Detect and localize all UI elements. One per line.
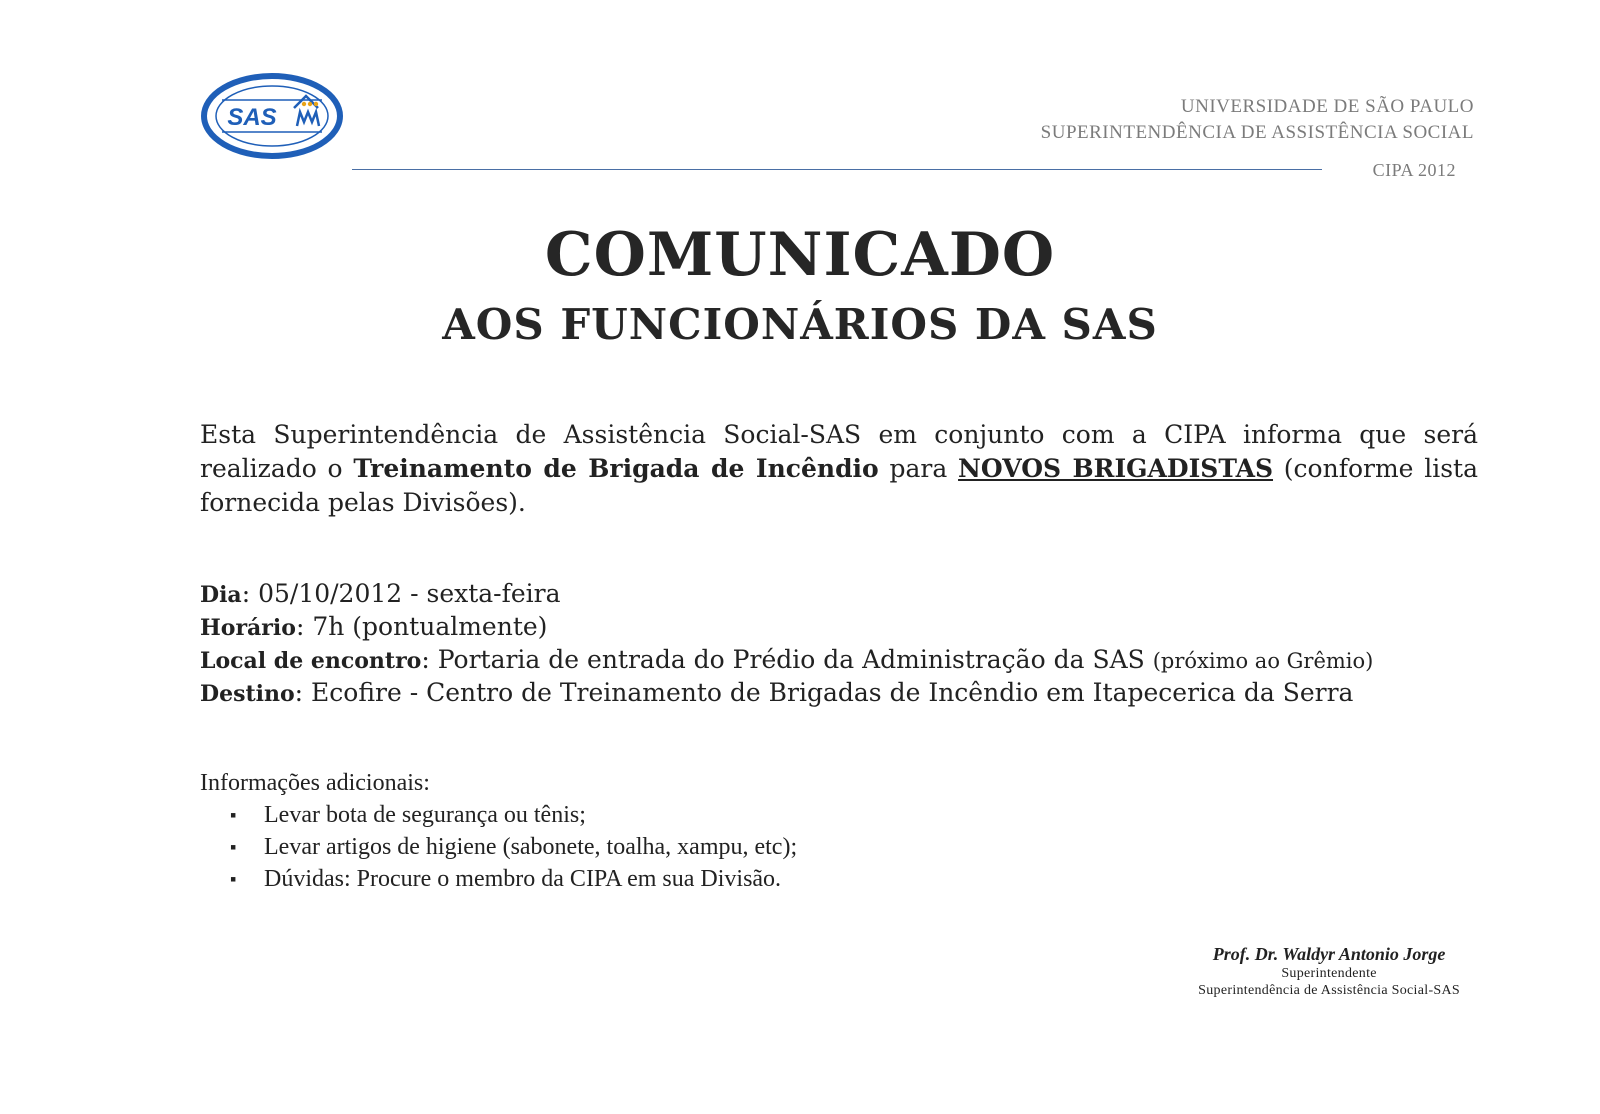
- cipa-label: CIPA 2012: [1372, 160, 1456, 180]
- document-title: COMUNICADO: [544, 220, 1056, 290]
- detail-value: 7h (pontualmente): [312, 612, 548, 641]
- intro-text-3: (conforme lista fornecida pelas Divisões).: [200, 454, 1478, 517]
- detail-label: Dia: [200, 582, 242, 608]
- info-heading: Informações adicionais:: [200, 770, 430, 796]
- signatory-org: Superintendência de Assistência Social-SAS: [1198, 983, 1460, 998]
- target-audience: NOVOS BRIGADISTAS: [958, 454, 1274, 483]
- detail-label: Local de encontro: [200, 648, 422, 674]
- bullet-icon: ▪: [230, 869, 237, 889]
- intro-text-1: Esta Superintendência de Assistência Social-SAS em conjunto com a CIPA informa que será realizado o: [200, 420, 1478, 483]
- list-item-text: Levar bota de segurança ou tênis;: [264, 802, 586, 828]
- list-item: [230, 799, 797, 831]
- institution-header: [1041, 94, 1474, 146]
- detail-note: (próximo ao Grêmio): [1152, 649, 1374, 673]
- info-list: [200, 799, 797, 895]
- intro-paragraph: [200, 418, 1478, 520]
- detail-label: Destino: [200, 681, 295, 707]
- bullet-icon: ▪: [230, 837, 237, 857]
- detail-value: Portaria de entrada do Prédio da Administração da SAS: [437, 645, 1145, 674]
- list-item-text: Levar artigos de higiene (sabonete, toalha, xampu, etc);: [264, 834, 798, 860]
- document-subtitle: AOS FUNCIONÁRIOS DA SAS: [442, 300, 1158, 349]
- institution-line-2: SUPERINTENDÊNCIA DE ASSISTÊNCIA SOCIAL: [1040, 122, 1474, 143]
- event-details: [200, 578, 1373, 710]
- detail-label: Horário: [200, 615, 296, 641]
- signatory-name: Prof. Dr. Waldyr Antonio Jorge: [1212, 944, 1446, 964]
- detail-row-meeting-point: Local de encontro: Portaria de entrada do Prédio da Administração da SAS (próximo ao Grêmio): [200, 645, 1374, 674]
- detail-row-time: Horário: 7h (pontualmente): [200, 612, 548, 641]
- detail-value: 05/10/2012 - sexta-feira: [258, 579, 561, 608]
- detail-value: Ecofire - Centro de Treinamento de Brigadas de Incêndio em Itapecerica da Serra: [311, 678, 1354, 707]
- signatory-role: Superintendente: [1281, 966, 1377, 981]
- list-item: [230, 863, 797, 895]
- sas-logo: [200, 70, 346, 162]
- detail-row-destination: Destino: Ecofire - Centro de Treinamento de Brigadas de Incêndio em Itapecerica da Serra: [200, 678, 1354, 707]
- signature-block: [1198, 944, 1460, 999]
- training-name: Treinamento de Brigada de Incêndio: [353, 454, 879, 483]
- list-item-text: Dúvidas: Procure o membro da CIPA em sua Divisão.: [264, 866, 782, 892]
- additional-info: [200, 770, 797, 895]
- detail-row-date: Dia: 05/10/2012 - sexta-feira: [200, 579, 561, 608]
- bullet-icon: ▪: [230, 805, 237, 825]
- list-item: [230, 831, 797, 863]
- institution-line-1: UNIVERSIDADE DE SÃO PAULO: [1180, 96, 1474, 117]
- intro-text-2: para: [878, 454, 959, 483]
- svg-text:SAS: SAS: [227, 104, 277, 131]
- header-divider: [352, 169, 1322, 170]
